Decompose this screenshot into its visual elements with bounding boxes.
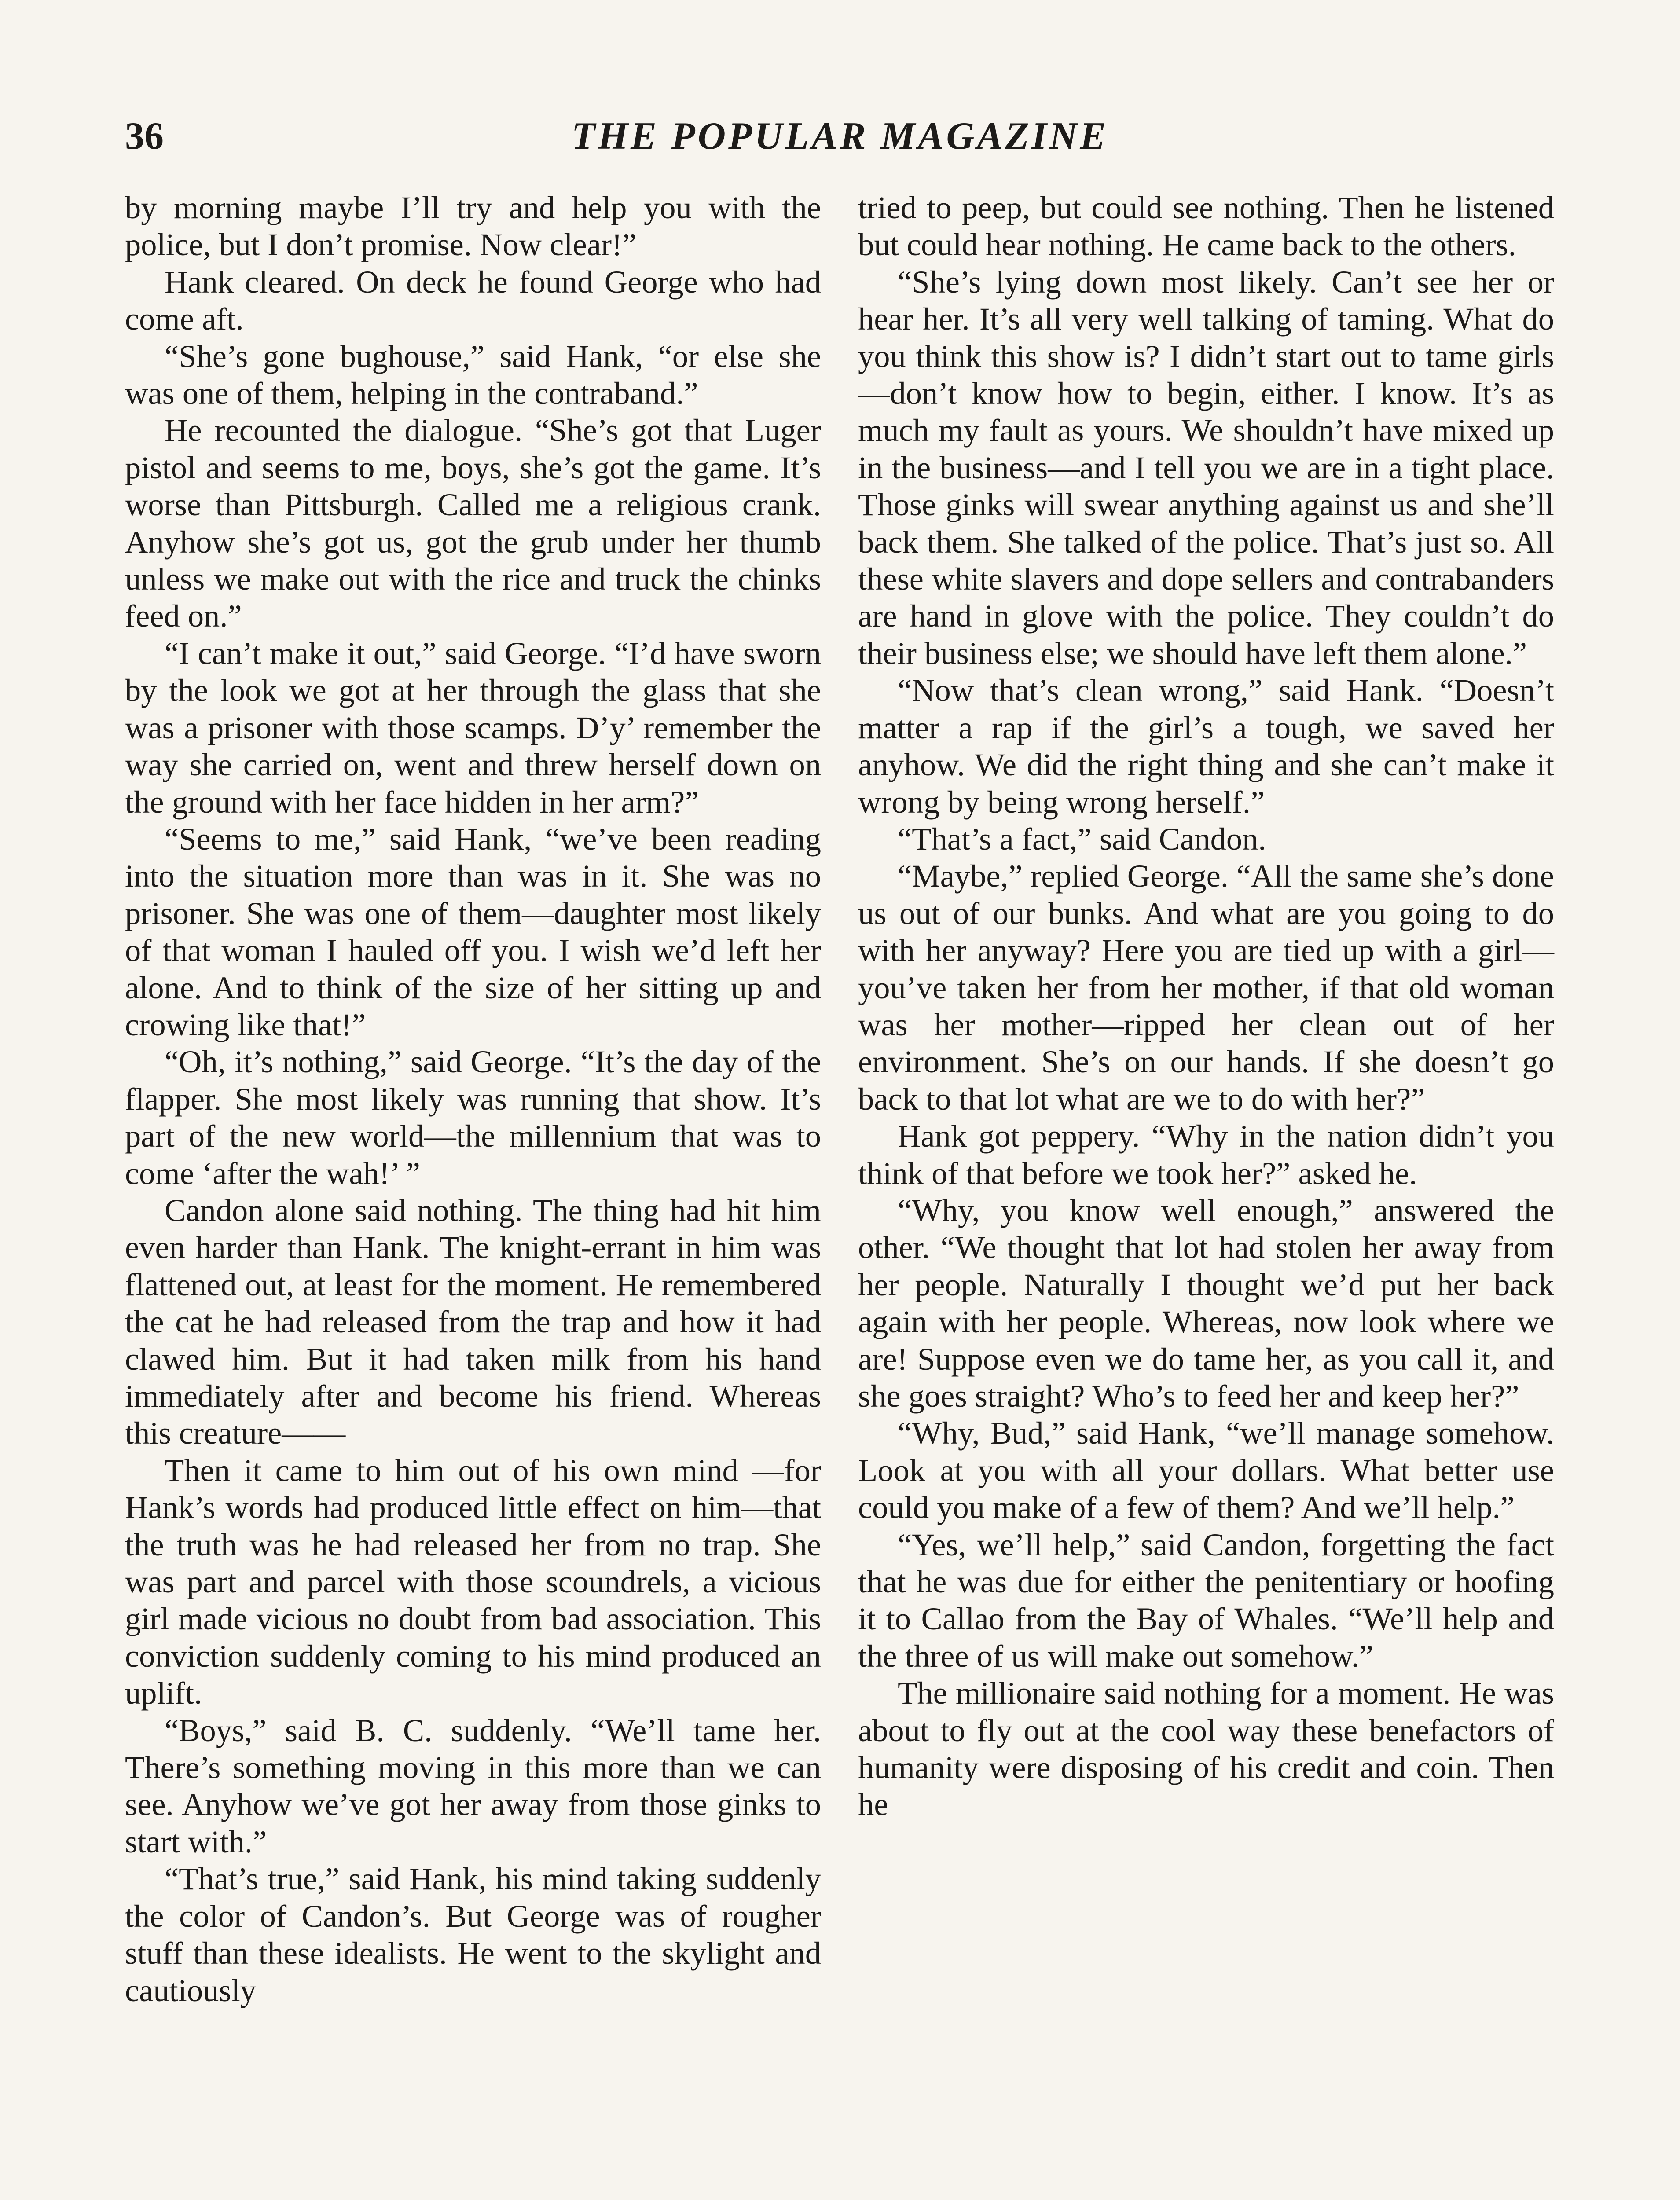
- magazine-title: THE POPULAR MAGAZINE: [571, 115, 1109, 158]
- paragraph: “That’s a fact,” said Candon.: [898, 821, 1266, 857]
- page-header: [125, 110, 1555, 163]
- paragraph: The millionaire said nothing for a moment. He was about to fly out at the cool way these benefactors of humanity were disposing of his credit and coin. Then he: [858, 1675, 1554, 1822]
- paragraph: “Now that’s clean wrong,” said Hank. “Doesn’t matter a rap if the girl’s a tough, we saved her anyhow. We did the right thing and she can’t make it wrong by being wrong herself.”: [858, 672, 1554, 820]
- paragraph: Hank got peppery. “Why in the nation didn’t you think of that before we took her?” asked he.: [858, 1118, 1554, 1191]
- paragraph: “Boys,” said B. C. suddenly. “We’ll tame her. There’s something moving in this more than we can see. Anyhow we’ve got her away from those ginks to start with.”: [125, 1712, 821, 1859]
- paragraph: “Yes, we’ll help,” said Candon, forgetting the fact that he was due for either the penitentiary or hoofing it to Callao from the Bay of Whales. “We’ll help and the three of us will make out somehow.”: [858, 1526, 1554, 1674]
- paragraph: “Why, you know well enough,” answered the other. “We thought that lot had stolen her away from her people. Naturally I thought we’d put her back again with her people. Whereas, now look where we are! Suppose even we do tame her, as you call it, and she goes straight? Who’s to feed her and keep her?”: [858, 1192, 1554, 1414]
- paragraph: tried to peep, but could see nothing. Then he listened but could hear nothing. He came back to the others.: [858, 190, 1554, 263]
- paragraph: “Maybe,” replied George. “All the same she’s done us out of our bunks. And what are you going to do with her anyway? Here you are tied up with a girl—you’ve taken her from her mother, if that old woman was her mother—ripped her clean out of her environment. She’s on our hands. If she doesn’t go back to that lot what are we to do with her?”: [858, 858, 1554, 1117]
- left-column: [125, 189, 821, 2009]
- paragraph: by morning maybe I’ll try and help you with the police, but I don’t promise. Now clear!”: [125, 190, 821, 263]
- paragraph: “She’s gone bughouse,” said Hank, “or else she was one of them, helping in the contraband.”: [125, 338, 821, 411]
- paragraph: “I can’t make it out,” said George. “I’d have sworn by the look we got at her through the glass that she was a prisoner with those scamps. D’y’ remember the way she carried on, went and threw herself down on the ground with her face hidden in her arm?”: [125, 635, 821, 820]
- paragraph: “Oh, it’s nothing,” said George. “It’s the day of the flapper. She most likely was running that show. It’s part of the new world—the millennium that was to come ‘after the wah!’ ”: [125, 1044, 821, 1191]
- paragraph: “That’s true,” said Hank, his mind taking suddenly the color of Candon’s. But George was of rougher stuff than these idealists. He went to the skylight and cautiously: [125, 1861, 821, 2008]
- paragraph: “Seems to me,” said Hank, “we’ve been reading into the situation more than was in it. She was no prisoner. She was one of them—daughter most likely of that woman I hauled off you. I wish we’d left her alone. And to think of the size of her sitting up and crowing like that!”: [125, 821, 821, 1042]
- paragraph: He recounted the dialogue. “She’s got that Luger pistol and seems to me, boys, she’s got the game. It’s worse than Pittsburgh. Called me a religious crank. Anyhow she’s got us, got the grub under her thumb unless we make out with the rice and truck the chinks feed on.”: [125, 412, 821, 634]
- paragraph: Candon alone said nothing. The thing had hit him even harder than Hank. The knight-errant in him was flattened out, at least for the moment. He remembered the cat he had released from the trap and how it had clawed him. But it had taken milk from his hand immediately after and become his friend. Whereas this creature——: [125, 1192, 821, 1451]
- paragraph: “Why, Bud,” said Hank, “we’ll manage somehow. Look at you with all your dollars. What better use could you make of a few of them? And we’ll help.”: [858, 1415, 1554, 1525]
- paragraph: “She’s lying down most likely. Can’t see her or hear her. It’s all very well talking of taming. What do you think this show is? I didn’t start out to tame girls—don’t know how to begin, either. I know. It’s as much my fault as yours. We shouldn’t have mixed up in the business—and I tell you we are in a tight place. Those ginks will swear anything against us and she’ll back them. She talked of the police. That’s just so. All these white slavers and dope sellers and contrabanders are hand in glove with the police. They couldn’t do their business else; we should have left them alone.”: [858, 264, 1554, 671]
- right-column: [858, 189, 1554, 1823]
- paragraph: Hank cleared. On deck he found George who had come aft.: [125, 264, 821, 337]
- page-number: 36: [125, 115, 164, 158]
- paragraph: Then it came to him out of his own mind —for Hank’s words had produced little effect on him—that the truth was he had released her from no trap. She was part and parcel with those scoundrels, a vicious girl made vicious no doubt from bad association. This conviction suddenly coming to his mind produced an uplift.: [125, 1452, 821, 1711]
